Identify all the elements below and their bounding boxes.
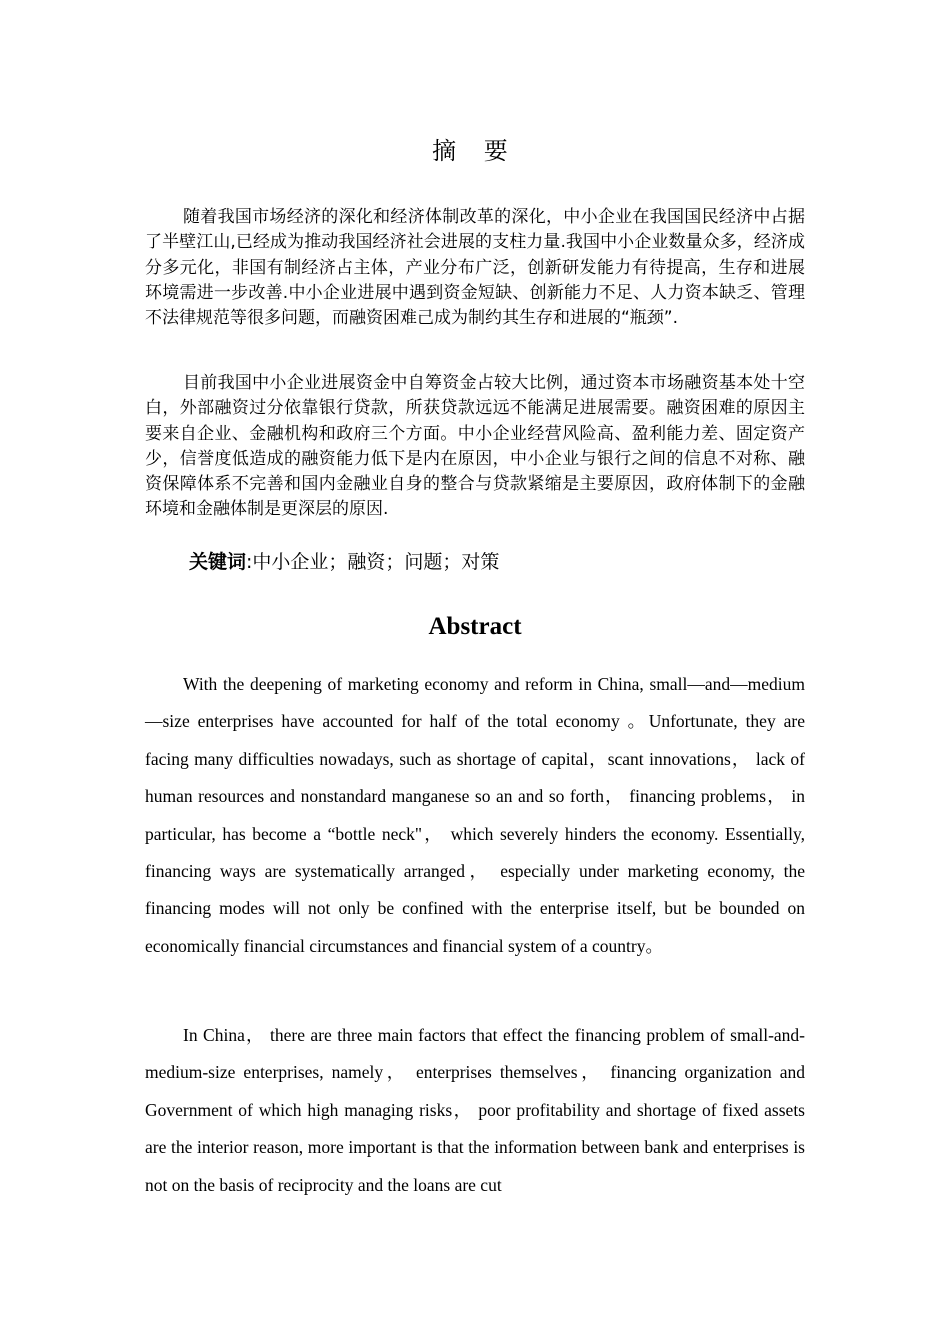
chinese-abstract-paragraph-2: 目前我国中小企业进展资金中自筹资金占较大比例，通过资本市场融资基本处十空白，外部融资过分依靠银行贷款，所获贷款远远不能满足进展需要。融资困难的原因主要来自企业、金融机构和政府三个方面。中小企业经营风险高、盈利能力差、固定资产少，信誉度低造成的融资能力低下是内在原因，中小企业与银行之间的信息不对称、融资保障体系不完善和国内金融业自身的整合与贷款紧缩是主要原因，政府体制下的金融环境和金融体制是更深层的原因. [145,373,805,520]
chinese-abstract-paragraph-1: 随着我国市场经济的深化和经济体制改革的深化，中小企业在我国国民经济中占据了半壁江山,已经成为推动我国经济社会进展的支柱力量.我国中小企业数量众多，经济成分多元化，非国有制经济占主体，产业分布广泛，创新研发能力有待提高，生存和进展环境需进一步改善.中小企业进展中遇到资金短缺、创新能力不足、人力资本缺乏、管理不法律规范等很多问题，而融资困难己成为制约其生存和进展的“瓶颈”. [145,207,805,329]
english-abstract-title: Abstract [428,613,522,640]
english-abstract-paragraph-2: In China， there are three main factors that effect the financing problem of small-and-medium-size enterprises, namely， enterprises themselves， financing organization and Government of which high managing risks， poor profitability and shortage of fixed assets are the interior reason, more important is that the information between bank and enterprises is not on the basis of reciprocity and the loans are cut [145,1025,805,1195]
keywords-line [189,548,499,576]
chinese-abstract-title: 摘 要 [432,137,518,165]
keywords-label: 关键词 [189,551,247,573]
keywords-text: :中小企业；融资；问题；对策 [246,551,500,573]
english-abstract-paragraph-1: With the deepening of marketing economy and reform in China, small—and—medium—size enterprises have accounted for half of the total economy 。Unfortunate, they are facing many difficulties nowadays, such as shortage of capital，scant innovations， lack of human resources and nonstandard manganese so an and so forth， financing problems， in particular, has become a “bottle neck"， which severely hinders the economy. Essentially, financing ways are systematically arranged， especially under marketing economy, the financing modes will not only be confined with the enterprise itself, but be bounded on economically financial circumstances and financial system of a country。 [145,674,805,956]
